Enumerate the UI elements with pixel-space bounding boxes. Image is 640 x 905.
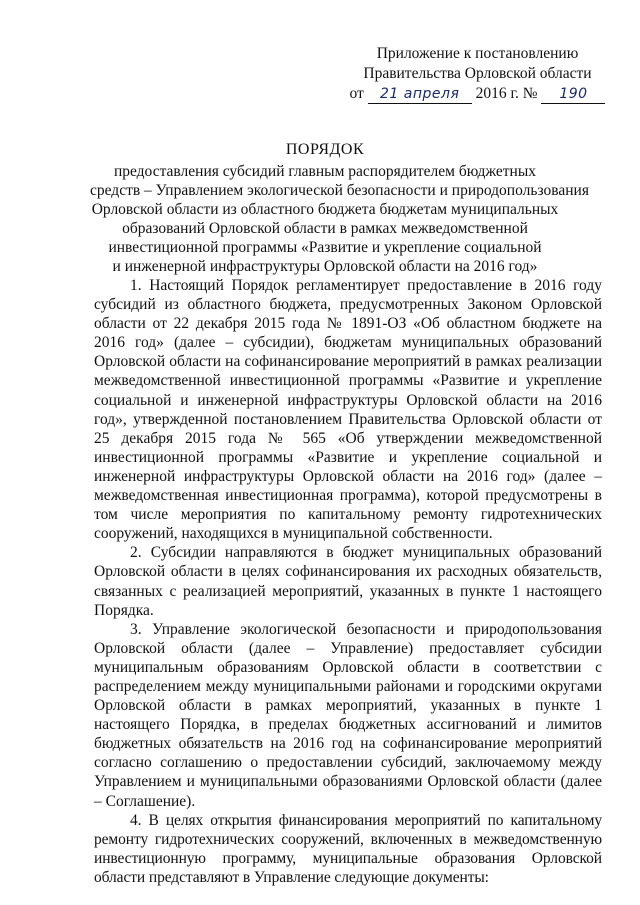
paragraph-3: 3. Управление экологической безопасности и природопользования Орловской области (далее – Управление) предоставляет субсидии муниципальным образованиям Орловской области в соответствии с распределением между муниципальными районами и городскими округами Орловской области в рамках мероприятий, указанных в пункте 1 настоящего Порядка, в пределах бюджетных ассигнований и лимитов бюджетных обязательств на 2016 год на софинансирование мероприятий согласно соглашению о предоставлении субсидий, заключаемому между Управлением и муниципальными образованиями Орловской области (далее – Соглашение).	[94, 620, 602, 810]
document-title: ПОРЯДОК	[285, 141, 365, 158]
document-body	[94, 276, 602, 887]
header-line-2: Правительства Орловской области	[363, 65, 592, 82]
title-line: инвестиционной программы «Развитие и укрепление социальной	[108, 239, 542, 256]
title-line: и инженерной инфраструктуры Орловской области на 2016 год»	[112, 258, 538, 275]
document-title-block	[90, 140, 589, 276]
prefix-ot: от	[349, 85, 364, 102]
title-line: образований Орловской области в рамках межведомственной	[122, 220, 528, 237]
title-line: Орловской области из областного бюджета бюджетам муниципальных	[91, 201, 559, 218]
handwritten-number: 190	[541, 85, 605, 104]
title-line: средств – Управлением экологической безопасности и природопользования	[90, 182, 589, 199]
resolution-date-row	[335, 84, 620, 104]
handwritten-date: 21 апреля	[368, 85, 472, 104]
paragraph-4: 4. В целях открытия финансирования мероприятий по капитальному ремонту гидротехнических сооружений, включенных в межведомственную инвестиционную программу, муниципальные образования Орловской области представляют в Управление следующие документы:	[94, 811, 602, 886]
title-line: предоставления субсидий главным распорядителем бюджетных	[113, 163, 537, 180]
header-line-1: Приложение к постановлению	[376, 45, 579, 62]
approval-header	[335, 44, 620, 104]
year-text: 2016 г. №	[475, 85, 538, 102]
paragraph-2: 2. Субсидии направляются в бюджет муниципальных образований Орловской области в целях софинансирования их расходных обязательств, связанных с реализацией мероприятий, указанных в пункте 1 настоящего Порядка.	[94, 544, 602, 619]
paragraph-1: 1. Настоящий Порядок регламентирует предоставление в 2016 году субсидий из областного бюджета, предусмотренных Законом Орловской области от 22 декабря 2015 года № 1891-ОЗ «Об областном бюджете на 2016 год» (далее – субсидии), бюджетам муниципальных образований Орловской области на софинансирование мероприятий в рамках реализации межведомственной инвестиционной программы «Развитие и укрепление социальной и инженерной инфраструктуры Орловской области на 2016 год», утвержденной постановлением Правительства Орловской области от 25 декабря 2015 года № 565 «Об утверждении межведомственной инвестиционной программы «Развитие и укрепление социальной и инженерной инфраструктуры Орловской области на 2016 год» (далее – межведомственная инвестиционная программа), которой предусмотрены в том числе мероприятия по капитальному ремонту гидротехнических сооружений, находящихся в муниципальной собственности.	[94, 277, 602, 543]
